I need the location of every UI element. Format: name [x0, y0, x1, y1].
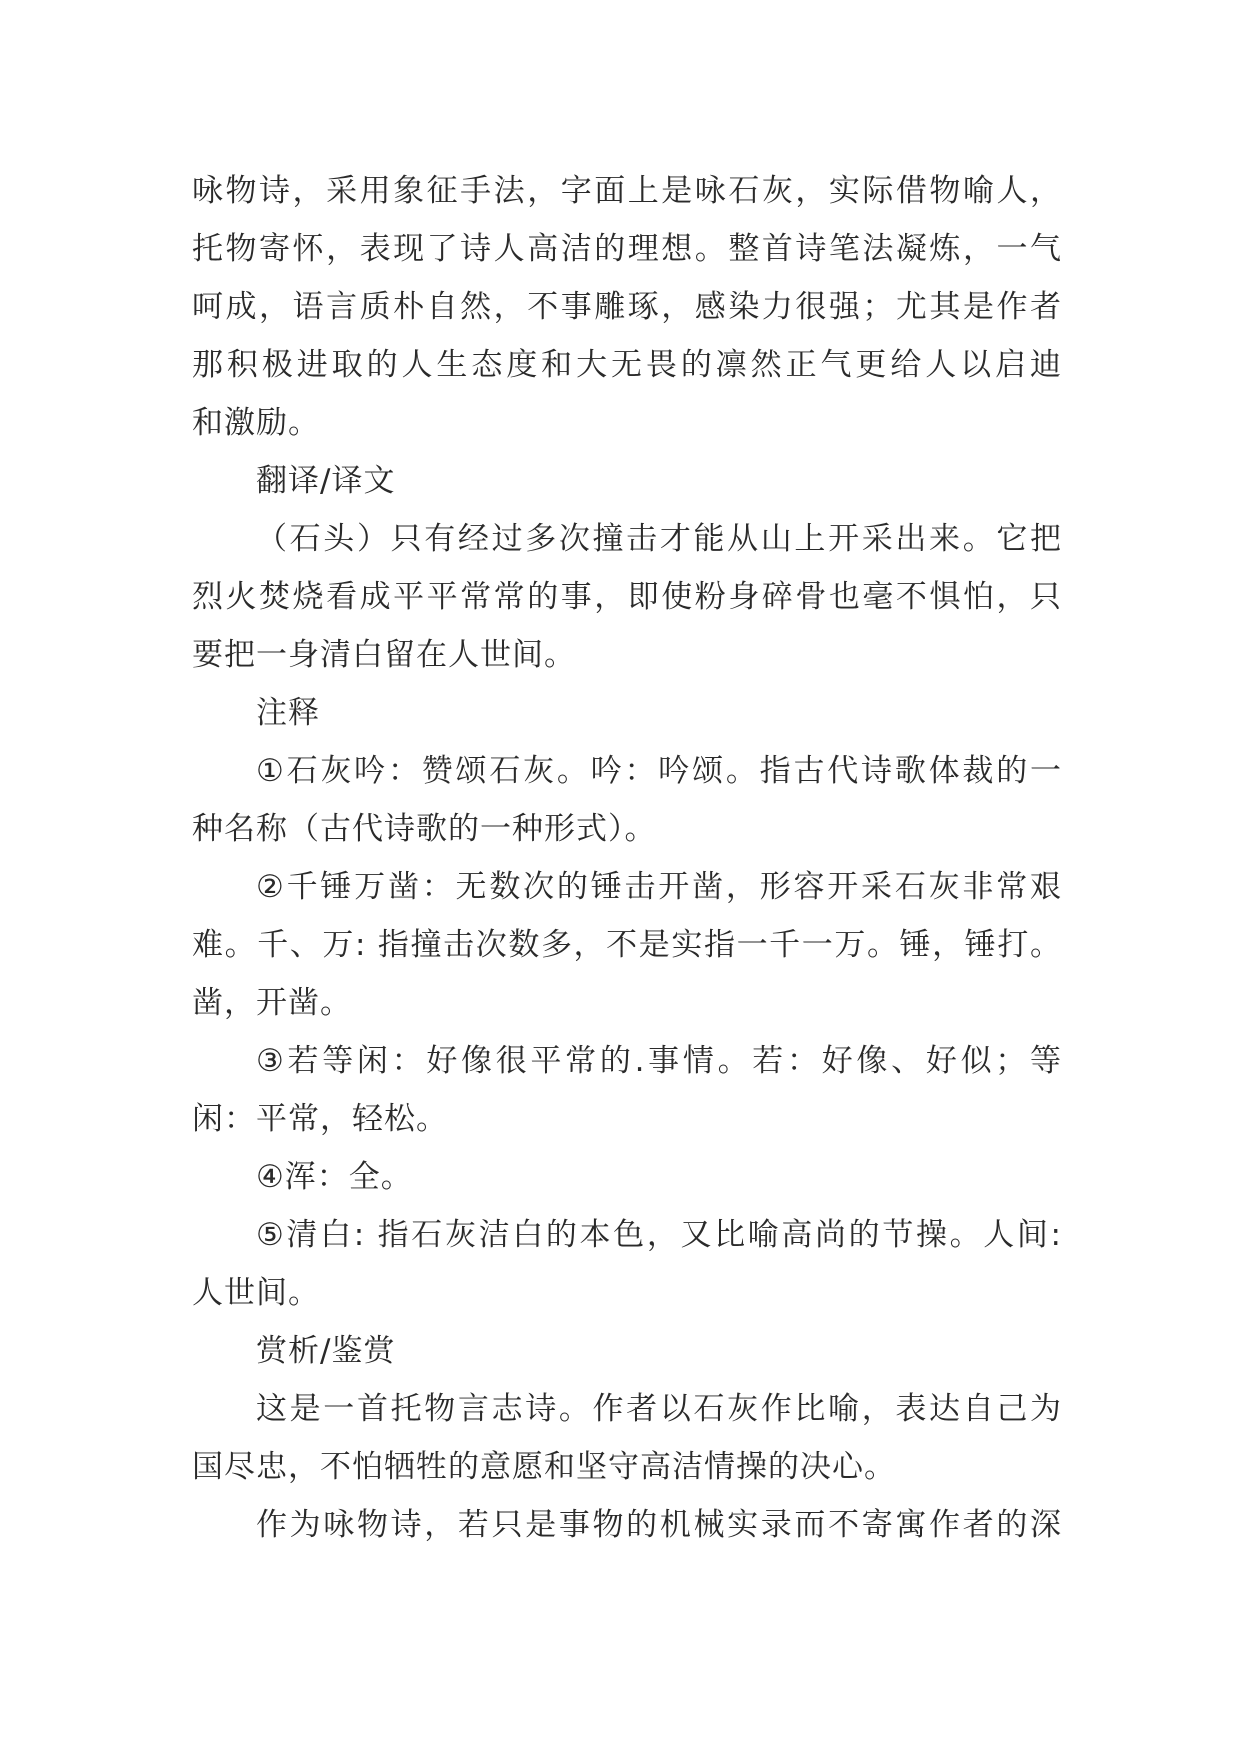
document-body: [192, 162, 1062, 1554]
text-line: 国尽忠，不怕牺牲的意愿和坚守高洁情操的决心。: [192, 1449, 896, 1485]
section-heading-appreciation: 赏析/鉴赏: [256, 1333, 396, 1369]
note-line: 闲：平常，轻松。: [192, 1101, 448, 1137]
text-line: 作为咏物诗，若只是事物的机械实录而不寄寓作者的深: [256, 1507, 1062, 1543]
note-line: 难。千、万: 指撞击次数多，不是实指一千一万。锤，锤打。: [192, 927, 1062, 963]
note-line: ⑤清白: 指石灰洁白的本色，又比喻高尚的节操。人间:: [256, 1217, 1062, 1253]
text-line: 这是一首托物言志诗。作者以石灰作比喻，表达自己为: [256, 1391, 1062, 1427]
note-line: 凿，开凿。: [192, 985, 352, 1021]
note-line: ②千锤万凿：无数次的锤击开凿，形容开采石灰非常艰: [256, 869, 1062, 905]
text-line: 呵成，语言质朴自然，不事雕琢，感染力很强；尤其是作者: [192, 289, 1062, 325]
note-line: 人世间。: [192, 1275, 320, 1311]
text-line: 咏物诗，采用象征手法，字面上是咏石灰，实际借物喻人，: [192, 173, 1062, 209]
text-line: 烈火焚烧看成平平常常的事，即使粉身碎骨也毫不惧怕，只: [192, 579, 1062, 615]
note-line: ③若等闲：好像很平常的.事情。若：好像、好似；等: [256, 1043, 1062, 1079]
text-line: （石头）只有经过多次撞击才能从山上开采出来。它把: [256, 521, 1062, 557]
note-line: ①石灰吟：赞颂石灰。吟：吟颂。指古代诗歌体裁的一: [256, 753, 1062, 789]
text-line: 要把一身清白留在人世间。: [192, 637, 576, 673]
text-line: 和激励。: [192, 405, 320, 441]
text-line: 那积极进取的人生态度和大无畏的凛然正气更给人以启迪: [192, 347, 1062, 383]
section-heading-translation: 翻译/译文: [256, 463, 396, 499]
note-line: 种名称（古代诗歌的一种形式）。: [192, 811, 657, 847]
text-line: 托物寄怀，表现了诗人高洁的理想。整首诗笔法凝炼，一气: [192, 231, 1062, 267]
section-heading-notes: 注释: [256, 695, 320, 731]
note-line: ④浑：全。: [256, 1159, 413, 1195]
